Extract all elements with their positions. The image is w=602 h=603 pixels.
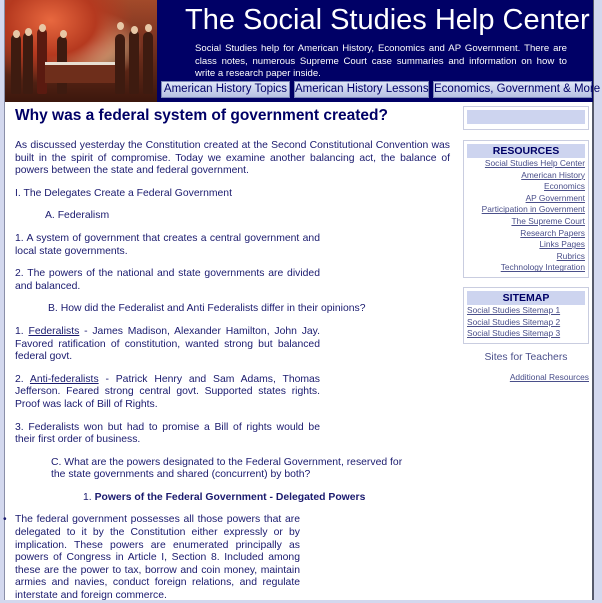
- section-heading: I. The Delegates Create a Federal Government: [15, 187, 232, 199]
- federalism-point-1: 1. A system of government that creates a central government and local state governments.: [15, 232, 320, 257]
- sitemap-link-3[interactable]: Social Studies Sitemap 3: [467, 328, 561, 339]
- sitemap-header: SITEMAP: [467, 291, 585, 305]
- resource-link-research-papers[interactable]: Research Papers: [520, 227, 585, 238]
- page-heading: Why was a federal system of government created?: [15, 107, 388, 124]
- resource-link-economics[interactable]: Economics: [544, 181, 585, 192]
- federalists-won-point: 3. Federalists won but had to promise a Bill of rights would be their first order of business.: [15, 421, 320, 446]
- empty-box-header: [467, 110, 585, 124]
- resource-link-supreme-court[interactable]: The Supreme Court: [511, 215, 585, 226]
- header-banner: [5, 0, 601, 102]
- sites-for-teachers-label: Sites for Teachers: [484, 351, 568, 363]
- subsection-c-title: C. What are the powers designated to the Federal Government, reserved for the state governments and shared (concurrent) by both?: [51, 456, 403, 481]
- nav-american-history-lessons[interactable]: American History Lessons: [294, 81, 429, 98]
- additional-resources-link[interactable]: Additional Resources: [509, 371, 589, 382]
- delegated-powers-title: [83, 492, 450, 505]
- federalism-point-2: 2. The powers of the national and state governments are divided and balanced.: [15, 268, 320, 292]
- nav-american-history-topics[interactable]: American History Topics: [161, 81, 290, 98]
- resources-box: [463, 140, 589, 278]
- federalists-link[interactable]: Federalists: [28, 325, 80, 337]
- page: [4, 0, 601, 602]
- resource-link-rubrics[interactable]: Rubrics: [556, 250, 585, 261]
- site-tagline: Social Studies help for American History, Economics and AP Government. There are class notes, numerous Supreme Court case summaries and information on how to write a research paper inside.: [195, 43, 567, 79]
- resource-link-ap-government[interactable]: AP Government: [525, 192, 585, 203]
- federalists-text: - James Madison, Alexander Hamilton, John Jay. Favored ratification of constitution, wanted strong but balanced federal govt.: [15, 325, 320, 363]
- empty-sidebar-box: [463, 106, 589, 130]
- delegated-powers-prefix: 1.: [83, 491, 95, 503]
- sitemap-box: [463, 287, 589, 344]
- resource-link-american-history[interactable]: American History: [521, 169, 585, 180]
- federalists-prefix: 1.: [15, 325, 29, 337]
- delegated-powers-heading: Powers of the Federal Government - Delegated Powers: [94, 491, 366, 503]
- resource-link-social-studies-help-center[interactable]: Social Studies Help Center: [484, 158, 585, 168]
- delegated-powers-bullet: • The federal government possesses all those powers that are delegated to it by the Constitution either expressly or by implication. These powers are enumerated principally as powers of Congress in Article I, Section 8. Included among these are the power to tax, borrow and coin money, maintain armies and navies, conduct foreign relations, and regulate interstate and foreign commerce.: [15, 514, 300, 602]
- sitemap-link-2[interactable]: Social Studies Sitemap 2: [467, 316, 561, 327]
- resources-header: RESOURCES: [467, 144, 585, 158]
- subsection-a-title: A. Federalism: [45, 210, 110, 222]
- anti-federalists-text: - Patrick Henry and Sam Adams, Thomas Jefferson. Feared strong central govt. Supported states rights. Proof was lack of Bill of Rights.: [15, 373, 321, 410]
- site-title: The Social Studies Help Center: [185, 4, 590, 36]
- anti-federalists-point: [15, 374, 320, 412]
- nav-economics-government-more[interactable]: Economics, Government & More: [433, 81, 592, 98]
- resource-link-participation[interactable]: Participation in Government: [481, 204, 585, 215]
- subsection-b-title: B. How did the Federalist and Anti Federalists differ in their opinions?: [48, 303, 366, 315]
- federalists-point: [15, 326, 320, 364]
- resource-link-links-pages[interactable]: Links Pages: [539, 239, 585, 250]
- resource-link-technology-integration[interactable]: Technology Integration: [500, 262, 585, 273]
- main-content: [15, 106, 450, 603]
- anti-federalists-prefix: 2.: [15, 373, 30, 385]
- sidebar: [463, 106, 589, 382]
- sitemap-link-1[interactable]: Social Studies Sitemap 1: [467, 304, 561, 315]
- header-painting-image: [5, 0, 157, 102]
- anti-federalists-link[interactable]: Anti-federalists: [29, 373, 99, 385]
- intro-paragraph: As discussed yesterday the Constitution created at the Second Constitutional Convention was built in the spirit of compromise. Today we examine another balancing act, the balance of powers between the state and federal government.: [15, 140, 450, 177]
